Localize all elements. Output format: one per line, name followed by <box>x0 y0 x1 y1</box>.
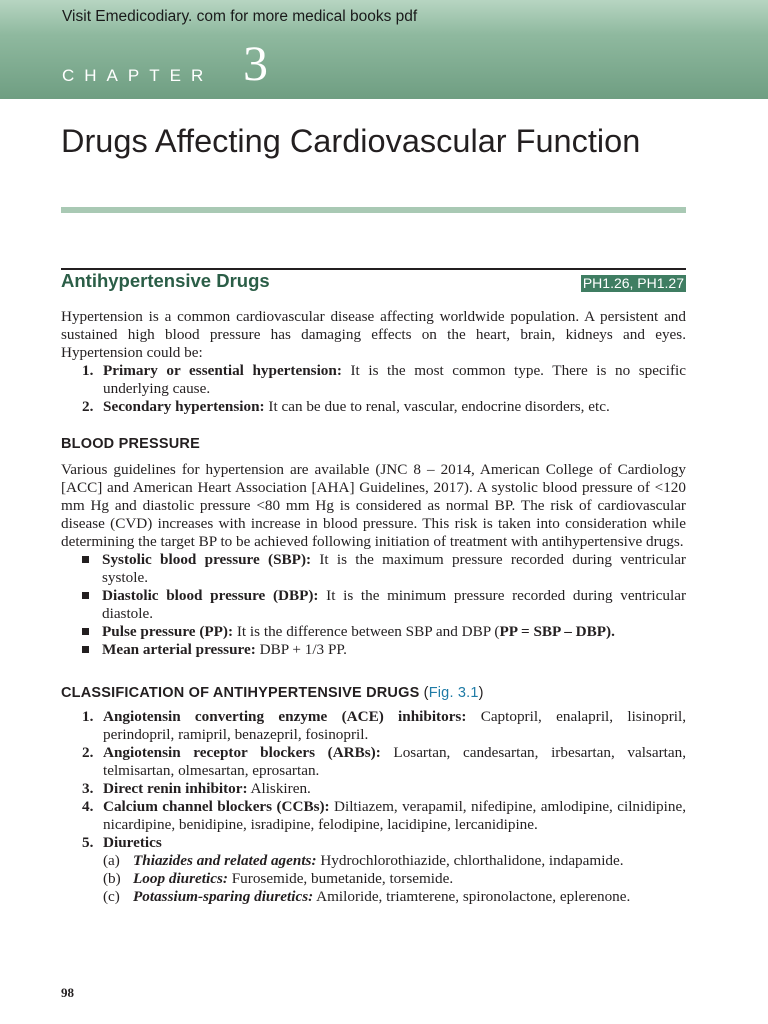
bullet-item <box>61 551 686 587</box>
chapter-label: CHAPTER <box>62 66 214 85</box>
square-bullet-icon <box>82 592 89 599</box>
sub-list-marker: (a) <box>103 852 120 869</box>
bullet-label: Systolic blood pressure (SBP): <box>102 551 312 568</box>
sub-list-item <box>61 870 686 888</box>
chapter-title: Drugs Affecting Cardiovascular Function <box>61 123 641 159</box>
list-item-text: Diltiazem, verapamil, nifedipine, amlodipine, cilnidipine, nicardipine, benidipine, isradipine, felodipine, lacidipine, lercanidipine. <box>103 798 686 833</box>
square-bullet-icon <box>82 556 89 563</box>
square-bullet-icon <box>82 646 89 653</box>
bullet-text: It is the minimum pressure recorded during ventricular diastole. <box>102 587 687 622</box>
list-number: 2. <box>82 744 94 761</box>
competency-badge: PH1.26, PH1.27 <box>582 275 684 291</box>
list-item <box>61 708 686 744</box>
chapter-number: 3 <box>243 35 268 91</box>
list-item-text: Captopril, enalapril, lisinopril, perindopril, ramipril, benazepril, fosinopril. <box>103 708 686 743</box>
drug-class-list <box>61 708 686 852</box>
sub-list-item <box>61 852 686 870</box>
sub-list-text: Furosemide, bumetanide, torsemide. <box>227 870 454 887</box>
intro-paragraph: Hypertension is a common cardiovascular disease affecting worldwide population. A persistent and sustained high blood pressure has damaging effects on the heart, brain, kidneys and eyes. Hypertension could be: <box>61 308 686 361</box>
sub-list-marker: (c) <box>103 888 120 905</box>
bullet-item <box>61 641 686 659</box>
section-heading: Antihypertensive Drugs <box>61 270 270 291</box>
list-item <box>61 834 686 852</box>
list-item-label: Calcium channel blockers (CCBs): <box>103 798 330 815</box>
page-number: 98 <box>61 985 74 1000</box>
bullet-label: Diastolic blood pressure (DBP): <box>102 587 319 604</box>
list-item-label: Primary or essential hypertension: <box>103 362 342 379</box>
bullet-label: Pulse pressure (PP): <box>102 623 234 640</box>
sub-list-label: Thiazides and related agents: <box>133 852 317 869</box>
list-item <box>61 780 686 798</box>
blood-pressure-heading: BLOOD PRESSURE <box>61 436 200 452</box>
list-number: 3. <box>82 780 94 797</box>
sub-list-text: Amiloride, triamterene, spironolactone, eplerenone. <box>313 888 631 905</box>
list-item-text: Losartan, candesartan, irbesartan, valsartan, telmisartan, olmesartan, eprosartan. <box>103 744 686 779</box>
bullet-item <box>61 587 686 623</box>
bullet-item <box>61 623 686 641</box>
list-item-text: It is the most common type. There is no specific underlying cause. <box>103 362 686 397</box>
sub-list-label: Potassium-sparing diuretics: <box>133 888 314 905</box>
paren-open: ( <box>419 685 429 701</box>
list-number: 1. <box>82 362 94 379</box>
list-item <box>61 744 686 780</box>
classification-heading <box>61 685 686 701</box>
sub-list-marker: (b) <box>103 870 121 887</box>
list-item-label: Diuretics <box>103 834 162 851</box>
hypertension-types-list <box>61 362 686 416</box>
blood-pressure-bullets <box>61 551 686 659</box>
bullet-label: Mean arterial pressure: <box>102 641 256 658</box>
list-number: 5. <box>82 834 94 851</box>
paren-close: ) <box>478 685 484 701</box>
list-number: 1. <box>82 708 94 725</box>
classification-heading-text: CLASSIFICATION OF ANTIHYPERTENSIVE DRUGS <box>61 685 420 701</box>
square-bullet-icon <box>82 628 89 635</box>
sub-list-label: Loop diuretics: <box>133 870 228 887</box>
list-number: 4. <box>82 798 94 815</box>
page-content <box>61 308 686 906</box>
sub-list-text: Hydrochlorothiazide, chlorthalidone, indapamide. <box>316 852 624 869</box>
list-item <box>61 362 686 398</box>
blood-pressure-paragraph: Various guidelines for hypertension are available (JNC 8 – 2014, American College of Cardiology [ACC] and American Heart Association [AHA] Guidelines, 2017). A systolic blood pressure of <120 mm Hg and diastolic pressure <80 mm Hg is considered as normal BP. The risk of cardiovascular disease (CVD) increases with increase in blood pressure. This risk is taken into consideration while determining the target BP to be achieved following initiation of treatment with antihypertensive drugs. <box>61 461 686 550</box>
figure-link[interactable]: Fig. 3.1 <box>428 685 479 701</box>
bullet-text: It is the maximum pressure recorded during ventricular systole. <box>102 551 686 586</box>
title-divider <box>61 207 686 213</box>
bullet-text: DBP + 1/3 PP. <box>255 641 347 658</box>
list-item-label: Secondary hypertension: <box>103 398 265 415</box>
list-item-label: Angiotensin receptor blockers (ARBs): <box>103 744 381 761</box>
list-item <box>61 398 686 416</box>
list-number: 2. <box>82 398 94 415</box>
sub-list-item <box>61 888 686 906</box>
list-item-label: Direct renin inhibitor: <box>103 780 248 797</box>
list-item <box>61 798 686 834</box>
bullet-formula: PP = SBP – DBP). <box>499 623 615 640</box>
bullet-text: It is the difference between SBP and DBP ( <box>233 623 500 640</box>
list-item-text: Aliskiren. <box>247 780 311 797</box>
watermark-text: Visit Emedicodiary. com for more medical books pdf <box>62 8 418 25</box>
list-item-text: It can be due to renal, vascular, endocrine disorders, etc. <box>264 398 610 415</box>
diuretics-list <box>61 852 686 906</box>
list-item-label: Angiotensin converting enzyme (ACE) inhibitors: <box>103 708 467 725</box>
